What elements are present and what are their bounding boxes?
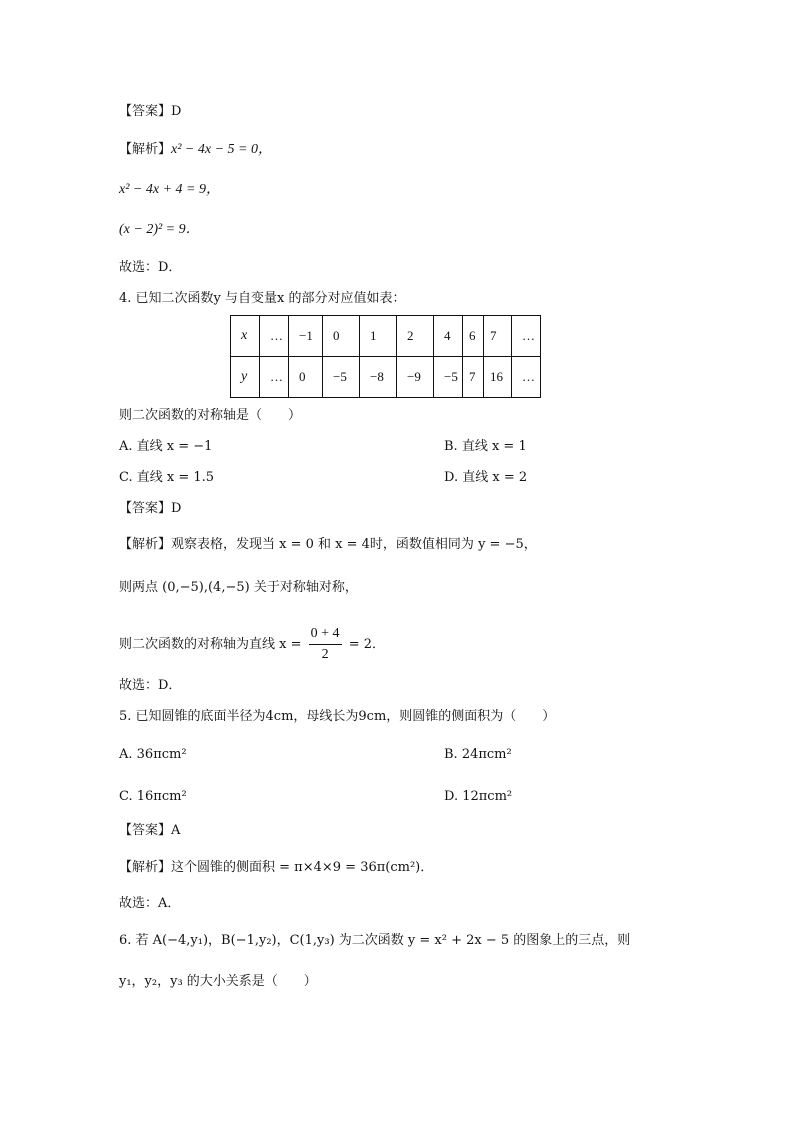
q6-stem: 6. 若 A(−4,y₁)，B(−1,y₂)，C(1,y₃) 为二次函数 y = x² + 2x − 5 的图象上的三点，则	[119, 933, 631, 948]
q5-option-d: D. 12πcm²	[444, 789, 513, 804]
q3-analysis-line	[119, 140, 272, 160]
table-cell: −5	[323, 357, 360, 398]
q4-option-a: A. 直线 x = −1	[119, 439, 213, 454]
table-cell: 7	[463, 357, 484, 398]
q5-answer-line	[119, 821, 180, 841]
q4-option-c: C. 直线 x = 1.5	[119, 470, 215, 485]
table-cell: …	[260, 316, 289, 357]
q5-option-a: A. 36πcm²	[119, 747, 187, 762]
answer-value: D	[171, 501, 182, 516]
q4-analysis-line-2: 则两点 (0,−5),(4,−5) 关于对称轴对称，	[119, 580, 358, 595]
answer-label: 【答案】	[119, 823, 172, 838]
table-cell: …	[512, 316, 541, 357]
analysis-suffix: = 2．	[348, 637, 385, 652]
table-cell: 0	[289, 357, 323, 398]
q4-question: 则二次函数的对称轴是（ ）	[119, 408, 302, 423]
table-cell: −8	[360, 357, 397, 398]
table-cell: 16	[484, 357, 512, 398]
q5-analysis-line	[119, 858, 433, 878]
value-table	[230, 315, 541, 398]
table-cell: −1	[289, 316, 323, 357]
q4-option-b: B. 直线 x = 1	[444, 439, 527, 454]
q6-stem-line-2: y₁，y₂，y₃ 的大小关系是（ ）	[119, 974, 317, 989]
table-header-x: x	[231, 316, 260, 357]
fraction-numerator: 0 + 4	[309, 626, 342, 645]
analysis-text: 观察表格，发现当 x = 0 和 x = 4时，函数值相同为 y = −5，	[171, 537, 537, 552]
table-cell: 6	[463, 316, 484, 357]
q4-analysis-line-1	[119, 535, 537, 555]
q4-option-d: D. 直线 x = 2	[444, 470, 528, 485]
table-cell: 2	[397, 316, 434, 357]
analysis-label: 【解析】	[119, 142, 172, 157]
q5-conclusion: 故选：A．	[119, 896, 181, 911]
table-cell: 7	[484, 316, 512, 357]
analysis-prefix: 则二次函数的对称轴为直线 x =	[119, 637, 302, 652]
table-cell: −5	[434, 357, 463, 398]
q4-answer-line	[119, 499, 181, 519]
analysis-text: 这个圆锥的侧面积 = π×4×9 = 36π(cm²)．	[171, 860, 434, 875]
fraction-denominator: 2	[321, 647, 329, 662]
table-header-y: y	[231, 357, 260, 398]
table-row-y	[231, 357, 541, 398]
q3-step-2: x² − 4x + 4 = 9，	[119, 182, 220, 197]
table-cell: 0	[323, 316, 360, 357]
table-cell: 4	[434, 316, 463, 357]
q4-conclusion: 故选：D．	[119, 678, 182, 693]
equation: x² − 4x − 5 = 0，	[171, 142, 272, 157]
answer-value: A	[171, 823, 181, 838]
q4-stem: 4. 已知二次函数y 与自变量x 的部分对应值如表：	[119, 291, 406, 306]
q5-stem: 5. 已知圆锥的底面半径为4cm，母线长为9cm，则圆锥的侧面积为（ ）	[119, 709, 556, 724]
table-cell: 1	[360, 316, 397, 357]
analysis-label: 【解析】	[119, 537, 172, 552]
q5-option-b: B. 24πcm²	[444, 747, 512, 762]
q3-answer-line	[119, 102, 181, 122]
q3-step-3: (x − 2)² = 9．	[119, 222, 200, 237]
answer-label: 【答案】	[119, 501, 172, 516]
table-row-x	[231, 316, 541, 357]
q5-option-c: C. 16πcm²	[119, 789, 187, 804]
q4-analysis-line-3	[119, 626, 385, 663]
q3-conclusion: 故选：D．	[119, 260, 182, 275]
table-cell: …	[512, 357, 541, 398]
answer-label: 【答案】	[119, 104, 172, 119]
table-cell: …	[260, 357, 289, 398]
answer-value: D	[171, 104, 182, 119]
fraction	[309, 626, 342, 663]
analysis-label: 【解析】	[119, 860, 172, 875]
table-cell: −9	[397, 357, 434, 398]
